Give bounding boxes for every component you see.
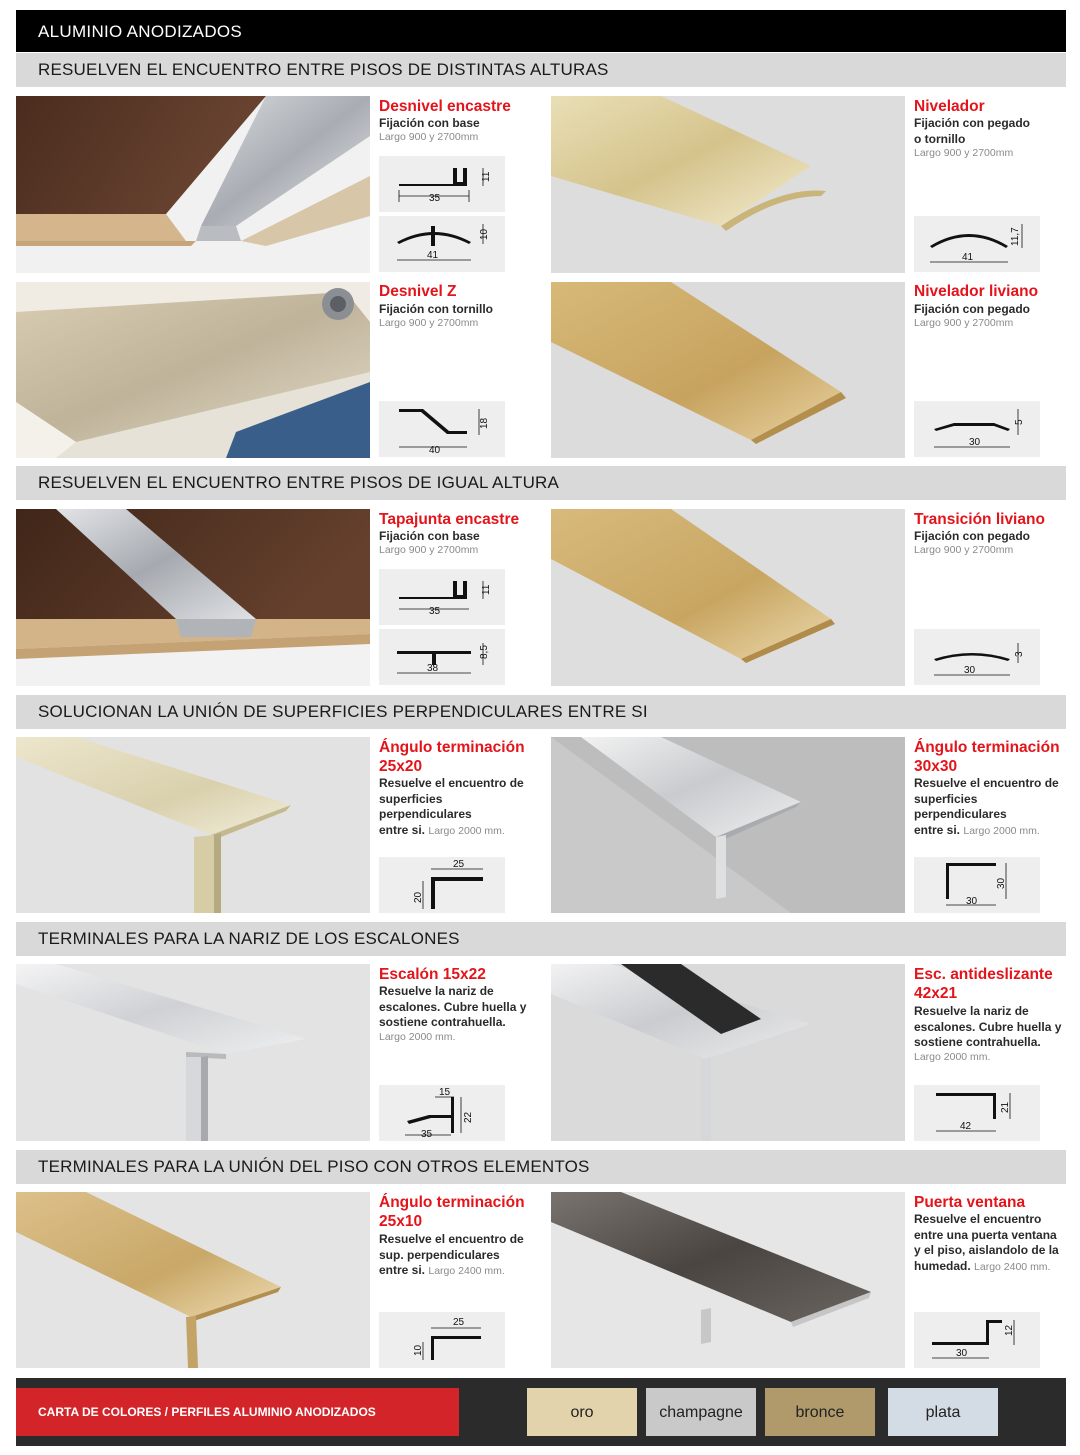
product-title: Esc. antideslizante 42x21 <box>914 966 1053 1002</box>
dim-label: 41 <box>427 250 439 261</box>
dim-label: 25 <box>453 859 465 870</box>
dim-label: 11,7 <box>1010 227 1021 246</box>
product-title: Tapajunta encastre <box>379 511 520 528</box>
dim-label: 10 <box>413 1344 424 1356</box>
product-title: Desnivel encastre <box>379 98 511 115</box>
product-description: Resuelve el encuentro de superficies perpendiculares entre si. Largo 2000 mm. <box>914 776 1059 837</box>
profile-diagram <box>914 629 1040 685</box>
dim-label: 22 <box>463 1111 474 1123</box>
profile-diagram <box>914 1312 1040 1368</box>
dim-label: 30 <box>956 1348 968 1359</box>
product-description: Fijación con pegado <box>914 529 1031 543</box>
profile-diagram <box>379 569 505 625</box>
dim-label: 11 <box>481 584 492 595</box>
angulo-25x20-photo <box>16 737 370 913</box>
section-heading-escalones: TERMINALES PARA LA NARIZ DE LOS ESCALONES <box>16 922 1066 956</box>
product-length: Largo 2000 mm. <box>428 824 505 837</box>
product-length: Largo 2000 mm. <box>963 824 1040 837</box>
profile-diagram <box>914 1085 1040 1141</box>
dim-label: 30 <box>966 896 978 907</box>
profile-diagram <box>379 629 505 685</box>
product-title: Nivelador <box>914 98 985 115</box>
desnivel-encastre-photo <box>16 96 370 273</box>
product-title: Transición liviano <box>914 511 1045 528</box>
escalon-15x22-photo <box>16 964 370 1141</box>
dim-label: 35 <box>429 606 441 617</box>
product-title: Desnivel Z <box>379 283 457 300</box>
product-length: Largo 900 y 2700mm <box>379 544 479 556</box>
product-description: Fijación con pegado <box>914 302 1031 316</box>
swatch-champagne: champagne <box>646 1388 756 1436</box>
nivelador-photo <box>551 96 905 273</box>
dim-label: 40 <box>429 445 441 456</box>
page-header: ALUMINIO ANODIZADOS <box>16 10 1066 52</box>
profile-diagram <box>379 216 505 272</box>
profile-diagram <box>379 857 505 913</box>
product-description: Resuelve la nariz de escalones. Cubre huella y sostiene contrahuella. <box>379 984 527 1029</box>
dim-label: 42 <box>960 1121 972 1132</box>
desnivel-z-photo <box>16 282 370 458</box>
profile-diagram <box>379 1085 505 1141</box>
product-length: Largo 900 y 2700mm <box>914 544 1014 556</box>
dim-label: 3 <box>1014 651 1025 657</box>
product-title: Nivelador liviano <box>914 283 1039 300</box>
dim-label: 10 <box>479 228 490 240</box>
product-title: Ángulo terminación 30x30 <box>914 739 1060 775</box>
dim-label: 18 <box>479 417 490 429</box>
tapajunta-encastre-photo <box>16 509 370 686</box>
product-description: Fijación con pegado o tornillo <box>914 116 1031 146</box>
color-chart-label: CARTA DE COLORES / PERFILES ALUMINIO ANODIZADOS <box>16 1388 459 1436</box>
dim-label: 15 <box>439 1087 451 1098</box>
profile-diagram <box>379 1312 505 1368</box>
product-length: Largo 2400 mm. <box>428 1265 505 1277</box>
dim-label: 41 <box>962 252 974 263</box>
product-length: Largo 900 y 2700mm <box>379 131 479 143</box>
profile-diagram <box>914 216 1040 272</box>
profile-diagram <box>914 401 1040 457</box>
section-heading-otros-elementos: TERMINALES PARA LA UNIÓN DEL PISO CON OTROS ELEMENTOS <box>16 1150 1066 1184</box>
dim-label: 5 <box>1014 419 1025 425</box>
escalon-antideslizante-photo <box>551 964 905 1141</box>
swatch-plata: plata <box>888 1388 998 1436</box>
dim-label: 21 <box>1000 1101 1011 1113</box>
product-description: Fijación con base <box>379 529 480 543</box>
product-length: Largo 2000 mm. <box>379 1031 456 1043</box>
angulo-25x10-photo <box>16 1192 370 1368</box>
product-description: Resuelve el encuentro de sup. perpendiculares entre si. Largo 2400 mm. <box>379 1232 524 1277</box>
dim-label: 30 <box>964 665 976 676</box>
dim-label: 35 <box>421 1129 433 1140</box>
transicion-liviano-photo <box>551 509 905 686</box>
puerta-ventana-photo <box>551 1192 905 1368</box>
profile-diagram <box>379 156 505 212</box>
product-length: Largo 2000 mm. <box>914 1051 991 1063</box>
product-length: Largo 900 y 2700mm <box>914 317 1014 329</box>
profile-diagram <box>914 857 1040 913</box>
swatch-oro: oro <box>527 1388 637 1436</box>
dim-label: 20 <box>413 891 424 903</box>
product-description: Resuelve el encuentro de superficies perpendiculares entre si. Largo 2000 mm. <box>379 776 524 837</box>
angulo-30x30-photo <box>551 737 905 913</box>
swatch-bronce: bronce <box>765 1388 875 1436</box>
product-length: Largo 2400 mm. <box>974 1260 1051 1273</box>
dim-label: 12 <box>1004 1324 1015 1336</box>
nivelador-liviano-photo <box>551 282 905 458</box>
dim-label: 25 <box>453 1317 465 1328</box>
product-title: Ángulo terminación 25x10 <box>379 1194 525 1230</box>
product-length: Largo 900 y 2700mm <box>379 317 479 329</box>
product-title: Puerta ventana <box>914 1194 1026 1211</box>
product-description: Fijación con base <box>379 116 480 130</box>
section-heading-distintas-alturas: RESUELVEN EL ENCUENTRO ENTRE PISOS DE DISTINTAS ALTURAS <box>16 53 1066 87</box>
dim-label: 35 <box>429 193 441 204</box>
product-description: Resuelve el encuentro entre una puerta ventana y el piso, aislandolo de la humedad. Largo 2400 mm. <box>914 1212 1059 1273</box>
section-heading-igual-altura: RESUELVEN EL ENCUENTRO ENTRE PISOS DE IGUAL ALTURA <box>16 466 1066 500</box>
product-description: Fijación con tornillo <box>379 302 493 316</box>
dim-label: 30 <box>996 877 1007 889</box>
product-title: Escalón 15x22 <box>379 966 486 983</box>
dim-label: 38 <box>427 663 439 674</box>
product-description: Resuelve la nariz de escalones. Cubre huella y sostiene contrahuella. <box>914 1004 1062 1049</box>
profile-diagram <box>379 401 505 457</box>
product-length: Largo 900 y 2700mm <box>914 147 1014 159</box>
product-title: Ángulo terminación 25x20 <box>379 739 525 775</box>
dim-label: 8,5 <box>479 645 490 659</box>
section-heading-perpendiculares: SOLUCIONAN LA UNIÓN DE SUPERFICIES PERPENDICULARES ENTRE SI <box>16 695 1066 729</box>
dim-label: 11 <box>481 171 492 182</box>
dim-label: 30 <box>969 437 981 448</box>
